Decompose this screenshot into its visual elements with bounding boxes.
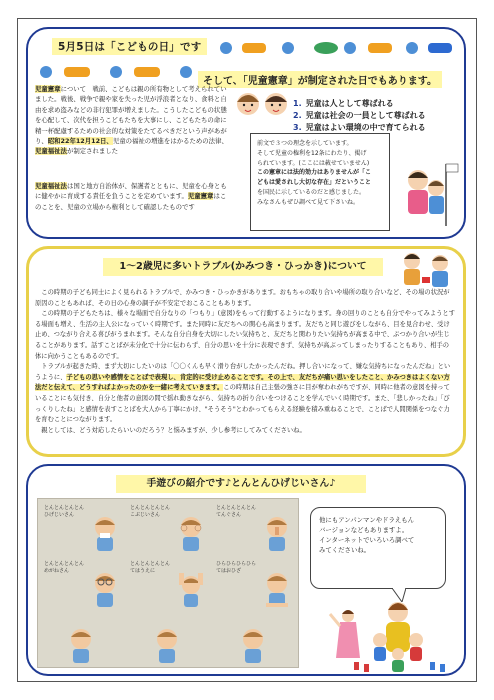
hand-step-8 [128, 615, 210, 669]
section1-title: 5月5日は「こどもの日」です [52, 38, 207, 55]
para-part: が制定されました [66, 147, 119, 156]
hand-play-drawing [37, 498, 299, 668]
kabuto-icons [38, 64, 198, 80]
section2-body [35, 288, 455, 436]
hand-step-7 [42, 615, 124, 669]
para-part: 児童福祉法 [35, 147, 67, 156]
hand-step-4: とんとんとんとん めがねさん [42, 559, 124, 613]
hand-step-5: とんとんとんとん てはうえに [128, 559, 210, 613]
children-playing-illustration [396, 249, 458, 291]
paragraph-4: 親としては、どう対応したらいいのだろう？と悩みますが、少し参考にしてみてくださいね。 [41, 426, 306, 434]
children-flag-illustration [398, 160, 460, 230]
paragraph-1: この時期の子ども同士によく見られるトラブルで、かみつき・ひっかきがあります。おもちゃの取り合いや場所の取り合いなど、その場の状況が原因のこともあれば、その日の心身の調子が不安定でおこることもあります。 [35, 289, 450, 307]
children-illustration [233, 88, 291, 126]
para2-part: 児童福祉法 [35, 182, 67, 190]
principle-2: 2. 児童は社会の一員として尊ばれる [293, 111, 426, 120]
hand-step-6: ひらひらひらひら てはおひざ [214, 559, 296, 613]
para-part: 児童の福祉の増進をはかるための法律、 [112, 137, 228, 146]
para2-part: は国と地方自治体が、保護者とともに、児童を心身ともに健やかに育成する責任を負うことを定めています。 [35, 182, 227, 201]
charter-principles-list [293, 98, 426, 134]
para2-part: はこのことを、児童の立場から権利として確認したものです [35, 192, 227, 211]
section2-title: 1～2歳児に多いトラブル(かみつき・ひっかき)について [103, 258, 383, 276]
paragraph-3: トラブルが起きた時、まず大切にしたいのは「〇〇くんも早く滑り台がしたかったんだね。押し合いになって、嫌な気持ちになったんだね」というように、子どもの思いや感情をことばで表現し、肯定的に受け止めることです。その上で、友だちが痛い思いをしたこと、かみつきはよくない方法だと伝えて、どうすればよかったのかを一緒に考えていきます。この時期は自己主張の強さに目が奪われがちですが、同時に他者の意図を持っていることにも気付き、自分と他者の意図の間で揺れ動きながら、気持ちの折り合いをつけることを学んでいく時期です。また、「悲しかったね」「びっくりしたね」と感情を表すことばを大人から丁寧にかけ、"そうそう"とわかってもらえる経験を積み重ねることで、ことばで人間関係をつなぐ力を育むことにつながります。 [35, 363, 451, 424]
charter-explanation [35, 84, 230, 157]
principle-3: 3. 児童はよい環境の中で育てられる [293, 123, 426, 132]
carp-streamer-icons [218, 38, 458, 58]
hand-step-9 [214, 615, 296, 669]
paragraph-2: この時期の子どもたちは、様々な場面で自分なりの「つもり」(意図)をもって行動するようになります。身の回りのことも自分でやってみようとする場面も増え、生活の主人公になっていく時期です。また同時に友だちへの関心も高まります。友だちと同じ遊びをしながら、目を見合わせ、受け止め、つながり合える喜びがうまれます。そんな自分自身を大切にしたい気持ちと、友だちと関わりたい気持ちが高まる中で、ぶつかり合いが生じることがあります。話すことばが未分化で十分に伝わらず、自分の思いを十分に表現できず、気持ちが高ぶってしまったりすることもあり、相手の体に向かうこともあるのです。 [35, 310, 456, 360]
family-illustration [318, 592, 468, 674]
speech-bubble: 他にもアンパンマンやドラえもん バージョンなどもありますよ。 インターネットでいろいろ調べて みてくださいね。 [310, 507, 446, 589]
welfare-law-explanation [35, 181, 230, 212]
section1-subtitle: そして、「児童憲章」が制定された日でもあります。 [198, 71, 442, 88]
hand-step-3: とんとんとんとん てんぐさん [214, 503, 296, 557]
hand-step-1: とんとんとんとん ひげじいさん [42, 503, 124, 557]
para-part: について 戦前、こどもは親の所有物として考えられていました。戦後、戦争で親や家を失った児が浮浪者となり、食料と自由を求め盗みなどの非行犯罪が増えました。こうしたこどもの状態を心配して、次代を担うこどもたちを大事にし、こどもたちの命に精一杯配慮するための社会的な対策をたてるべきだという声があがり、 [35, 85, 227, 146]
section3-title: 手遊びの紹介です♪とんとんひげじいさん♪ [116, 475, 366, 493]
charter-note-box: 前文で３つの理念を示しています。 そして児童の権利を12条にわたり、掲げ られています。(ここには載せていません) この憲章には法的効力はありませんが「こ どもは愛されし大切な存在」だということ を国民に示しているのだと感じました。 みなさんもぜひ調べて見て下さいね。 [250, 133, 390, 231]
para2-part: 児童憲章 [187, 192, 214, 201]
para-part: 昭和22年12月12日、 [47, 137, 113, 146]
para-part: 児童憲章 [35, 85, 61, 93]
hand-step-2: とんとんとんとん こぶじいさん [128, 503, 210, 557]
principle-1: 1. 児童は人として尊ばれる [293, 99, 394, 108]
